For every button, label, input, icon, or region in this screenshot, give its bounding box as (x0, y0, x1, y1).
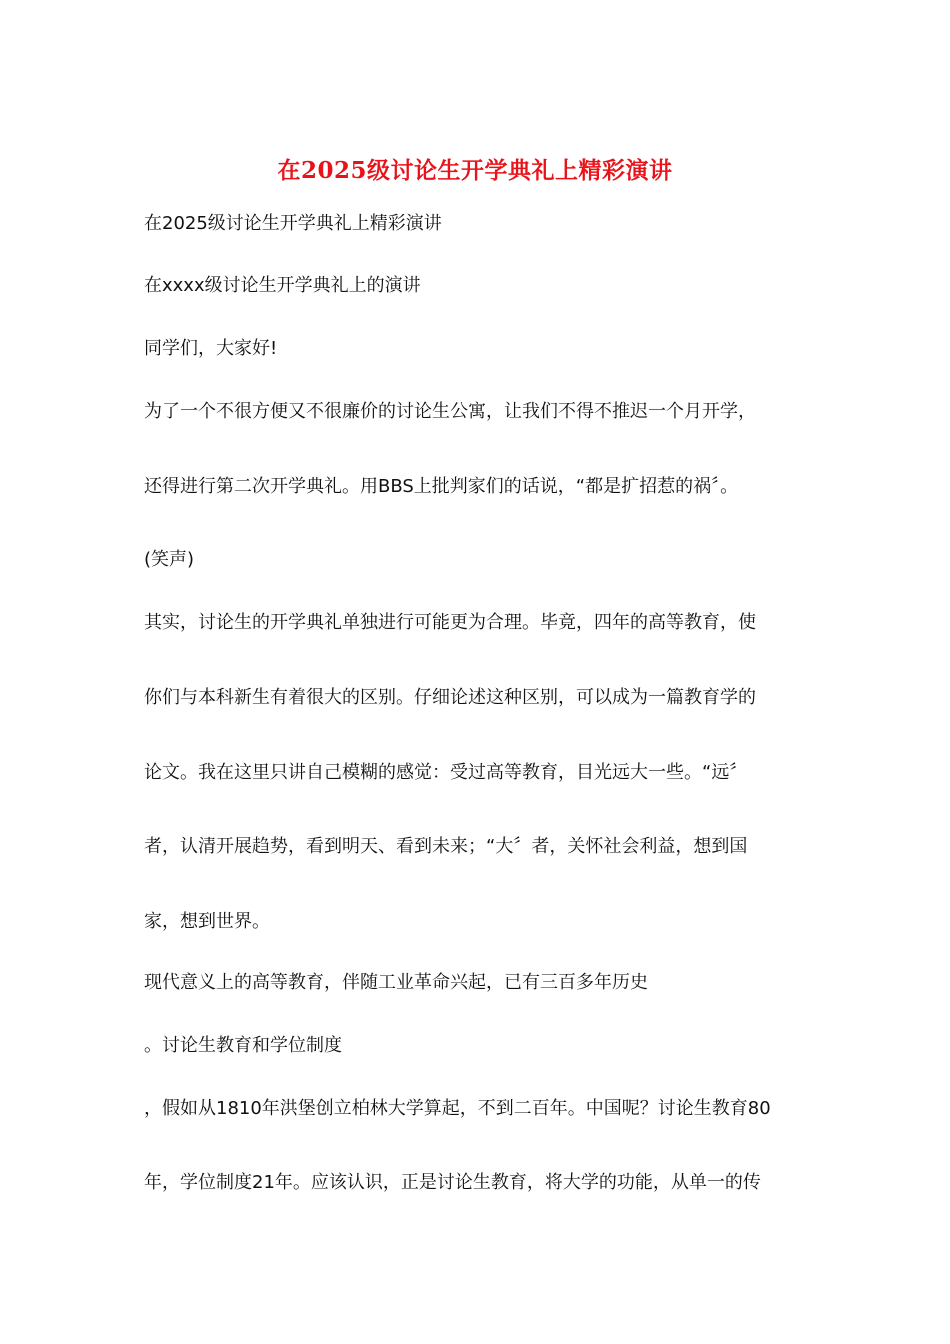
paragraph-line: 同学们，大家好! (144, 338, 278, 359)
paragraph-line: 论文。我在这里只讲自己模糊的感觉：受过高等教育，目光远大一些。“远〞 (144, 762, 748, 783)
paragraph-line: 还得进行第二次开学典礼。用BBS上批判家们的话说，“都是扩招惹的祸〞。 (144, 476, 739, 497)
paragraph-line: ，假如从1810年洪堡创立柏林大学算起，不到二百年。中国呢？讨论生教育80 (144, 1098, 771, 1119)
paragraph-line: 。讨论生教育和学位制度 (144, 1035, 342, 1056)
paragraph-line: 为了一个不很方便又不很廉价的讨论生公寓，让我们不得不推迟一个月开学， (144, 401, 756, 422)
paragraph-line: 家，想到世界。 (144, 911, 270, 932)
paragraph-line: 其实，讨论生的开学典礼单独进行可能更为合理。毕竟，四年的高等教育，使 (144, 612, 756, 633)
paragraph-line: 你们与本科新生有着很大的区别。仔细论述这种区别，可以成为一篇教育学的 (144, 687, 756, 708)
paragraph-line: (笑声) (144, 549, 195, 570)
paragraph-line: 在2025级讨论生开学典礼上精彩演讲 (144, 213, 442, 234)
paragraph-line: 现代意义上的高等教育，伴随工业革命兴起，已有三百多年历史 (144, 972, 648, 993)
paragraph-line: 者，认清开展趋势，看到明天、看到未来；“大〞者，关怀社会利益，想到国 (144, 836, 748, 857)
paragraph-line: 年，学位制度21年。应该认识，正是讨论生教育，将大学的功能，从单一的传 (144, 1172, 761, 1193)
document-title: 在2025级讨论生开学典礼上精彩演讲 (277, 157, 673, 184)
paragraph-line: 在xxxx级讨论生开学典礼上的演讲 (144, 275, 421, 296)
